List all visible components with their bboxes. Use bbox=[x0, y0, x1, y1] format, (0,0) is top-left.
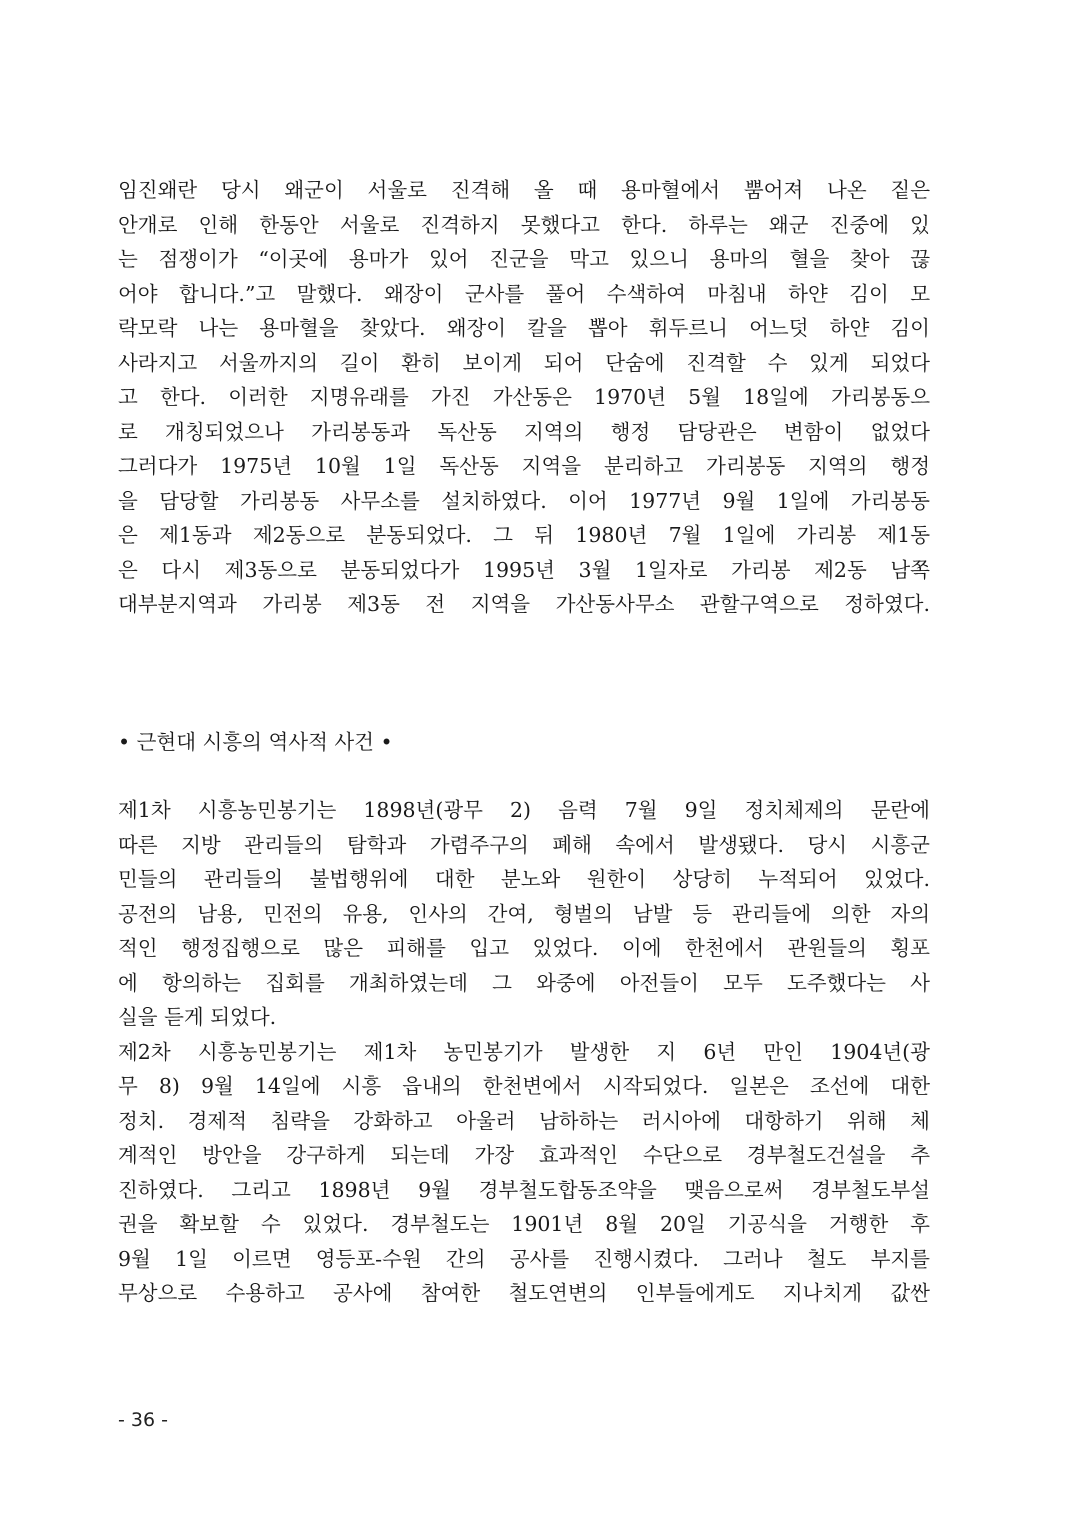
text-line: 정치. 경제적 침략을 강화하고 아울러 남하하는 러시아에 대항하기 위해 체 bbox=[118, 1108, 930, 1133]
text-line: 민들의 관리들의 불법행위에 대한 분노와 원한이 상당히 누적되어 있었다. bbox=[118, 867, 930, 891]
text-line: 는 점쟁이가 “이곳에 용마가 있어 진군을 막고 있으니 용마의 혈을 찾아 끊 bbox=[118, 247, 930, 271]
text-line: 무 8) 9월 14일에 시흥 읍내의 한천변에서 시작되었다. 일본은 조선에 대한 bbox=[118, 1074, 930, 1098]
text-line: 고 한다. 이러한 지명유래를 가진 가산동은 1970년 5월 18일에 가리봉동으 bbox=[118, 385, 930, 409]
text-line: 공전의 남용, 민전의 유용, 인사의 간여, 형벌의 남발 등 관리들에 의한 자의 bbox=[118, 901, 930, 926]
text-line: 안개로 인해 한동안 서울로 진격하지 못했다고 한다. 하루는 왜군 진중에 있 bbox=[118, 212, 930, 237]
text-line: 실을 듣게 되었다. bbox=[118, 1005, 277, 1029]
text-line: 에 항의하는 집회를 개최하였는데 그 와중에 아전들이 모두 도주했다는 사 bbox=[118, 970, 930, 995]
text-line: 은 제1동과 제2동으로 분동되었다. 그 뒤 1980년 7월 1일에 가리봉 제1동 bbox=[118, 523, 930, 547]
page-number: - 36 - bbox=[118, 1409, 168, 1431]
text-line: 권을 확보할 수 있었다. 경부철도는 1901년 8월 20일 기공식을 거행한 후 bbox=[118, 1212, 930, 1236]
text-line: 그러다가 1975년 10월 1일 독산동 지역을 분리하고 가리봉동 지역의 행정 bbox=[118, 454, 930, 478]
text-line: 을 담당할 가리봉동 사무소를 설치하였다. 이어 1977년 9월 1일에 가리봉동 bbox=[118, 488, 930, 513]
text-line: 사라지고 서울까지의 길이 환히 보이게 되어 단숨에 진격할 수 있게 되었다 bbox=[118, 350, 930, 375]
text-line: 어야 합니다.”고 말했다. 왜장이 군사를 풀어 수색하여 마침내 하얀 김이 모 bbox=[118, 281, 930, 306]
text-line: 계적인 방안을 강구하게 되는데 가장 효과적인 수단으로 경부철도건설을 추 bbox=[118, 1143, 930, 1167]
text-line: 제1차 시흥농민봉기는 1898년(광무 2) 음력 7월 9일 정치체제의 문란에 bbox=[118, 798, 930, 822]
text-line: 임진왜란 당시 왜군이 서울로 진격해 올 때 용마혈에서 뿜어져 나온 짙은 bbox=[118, 178, 930, 202]
text-line: 따른 지방 관리들의 탐학과 가렴주구의 폐해 속에서 발생됐다. 당시 시흥군 bbox=[118, 832, 930, 857]
text-line: 9월 1일 이르면 영등포-수원 간의 공사를 진행시켰다. 그러나 철도 부지를 bbox=[118, 1246, 930, 1271]
section-heading: • 근현대 시흥의 역사적 사건 • bbox=[118, 730, 393, 754]
text-line: 적인 행정집행으로 많은 피해를 입고 있었다. 이에 한천에서 관원들의 횡포 bbox=[118, 936, 930, 960]
text-line: 무상으로 수용하고 공사에 참여한 철도연변의 인부들에게도 지나치게 값싼 bbox=[118, 1281, 930, 1305]
text-line: 로 개칭되었으나 가리봉동과 독산동 지역의 행정 담당관은 변함이 없었다 bbox=[118, 419, 930, 444]
paragraph-yongmahyeol-legend bbox=[118, 173, 930, 622]
paragraph-siheung-uprisings bbox=[118, 793, 930, 1311]
text-line: 제2차 시흥농민봉기는 제1차 농민봉기가 발생한 지 6년 만인 1904년(광 bbox=[118, 1039, 930, 1064]
text-line: 대부분지역과 가리봉 제3동 전 지역을 가산동사무소 관할구역으로 정하였다. bbox=[118, 592, 930, 616]
text-line: 은 다시 제3동으로 분동되었다가 1995년 3월 1일자로 가리봉 제2동 남쪽 bbox=[118, 557, 930, 582]
text-line: 락모락 나는 용마혈을 찾았다. 왜장이 칼을 뽑아 휘두르니 어느덧 하얀 김이 bbox=[118, 316, 930, 340]
text-line: 진하였다. 그리고 1898년 9월 경부철도합동조약을 맺음으로써 경부철도부설 bbox=[118, 1177, 930, 1202]
